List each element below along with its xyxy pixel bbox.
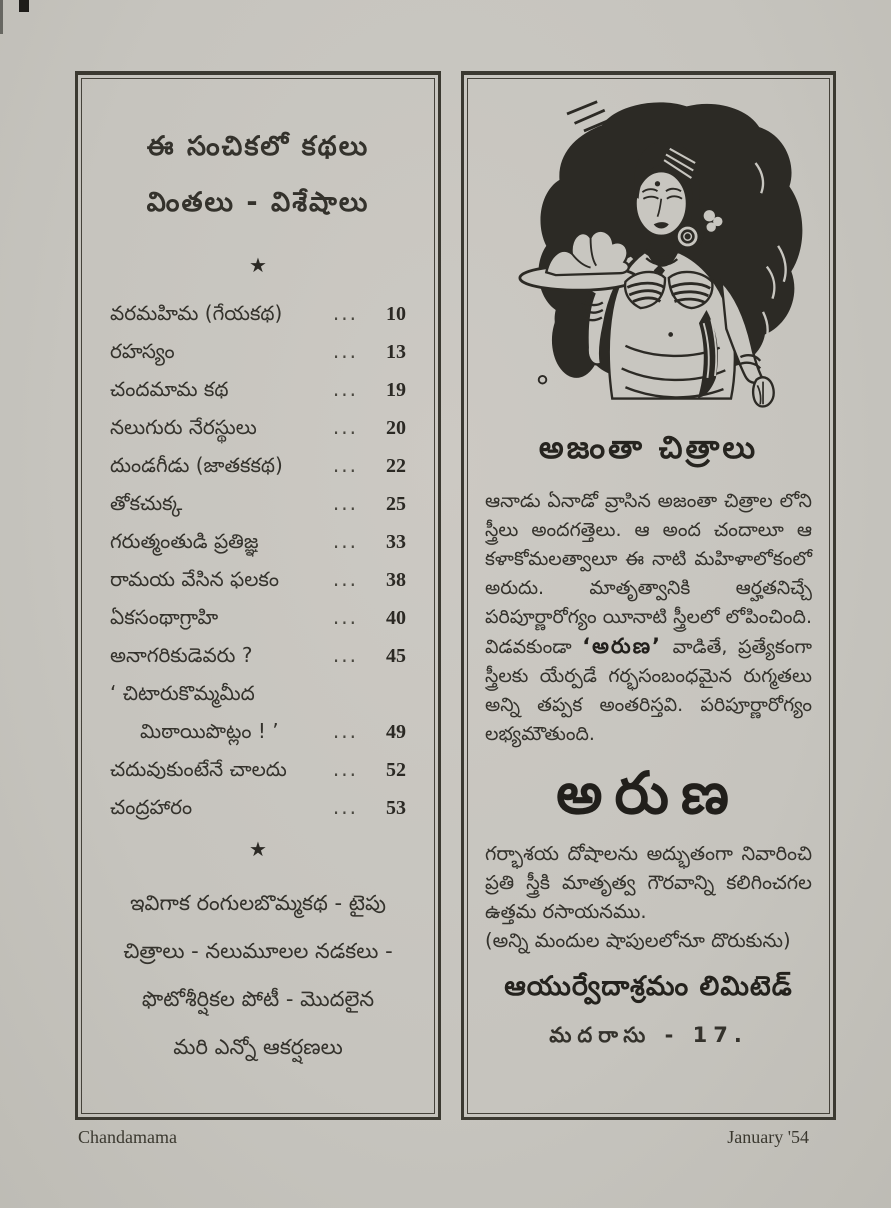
toc-entry-page: 22 (386, 455, 406, 477)
toc-dots: ... (332, 567, 358, 591)
toc-closing-line: ఇవిగాక రంగులబొమ్మకథ - టైపు (130, 891, 386, 915)
ad-panel-inner (467, 78, 830, 1114)
toc-entry (110, 567, 406, 605)
toc-dots: ... (332, 643, 358, 667)
toc-entry (110, 491, 406, 529)
toc-dots: ... (332, 377, 358, 401)
toc-entry-page: 38 (386, 569, 406, 591)
toc-dots: ... (332, 415, 358, 439)
toc-entry-page: 53 (386, 797, 406, 819)
toc-entry-page: 49 (386, 721, 406, 743)
toc-entry-title: గరుత్మంతుడి ప్రతిజ్ఞ (110, 529, 259, 553)
toc-entry-title: ఏకసంథాగ్రాహి (110, 605, 219, 629)
toc-dots: ... (332, 339, 358, 363)
toc-entry (110, 795, 406, 833)
toc-dots: ... (332, 529, 358, 553)
ad-paragraph-1 (485, 487, 812, 749)
toc-dots: ... (332, 795, 358, 819)
toc-entry-page: 19 (386, 379, 406, 401)
toc-entry (110, 719, 406, 757)
toc-entry-title: ‘ చిటారుకొమ్మమీద (110, 681, 255, 705)
toc-entry-title: మిఠాయిపొట్లం ! ’ (140, 719, 279, 743)
advertiser-name: ఆయుర్వేదాశ్రమం లిమిటెడ్ (504, 971, 793, 1002)
ad-panel (461, 71, 836, 1120)
toc-entry (110, 453, 406, 491)
toc-entry-page: 33 (386, 531, 406, 553)
toc-heading-line2: వింతలు - విశేషాలు (146, 187, 370, 218)
toc-closing-note (106, 879, 410, 1071)
issue-date: January '54 (727, 1127, 809, 1147)
toc-dots: ... (332, 757, 358, 781)
toc-entry (110, 529, 406, 567)
toc-entry-title: తోకచుక్క (110, 491, 183, 515)
toc-entry-page: 40 (386, 607, 406, 629)
ajanta-woman-illustration (484, 97, 814, 408)
magazine-name: Chandamama (78, 1127, 177, 1147)
brand-name-large: అరుణ (556, 759, 741, 827)
toc-entry (110, 605, 406, 643)
toc-entry-title: చంద్రహారం (110, 795, 193, 819)
advertiser-city: మదరాసు - 17. (549, 1023, 748, 1047)
toc-entry (110, 757, 406, 795)
toc-entry-page: 52 (386, 759, 406, 781)
ad-paragraph-2: గర్భాశయ దోషాలను అద్భుతంగా నివారించి ప్రతి స్త్రీకి మాతృత్వ గౌరవాన్ని కలిగించగల ఉత్తమ రసాయనము. (485, 842, 812, 923)
ad-headline: అజంతా చిత్రాలు (538, 430, 759, 466)
toc-entry-page: 20 (386, 417, 406, 439)
ad-paragraph-1-after: వాడితే, ప్రత్యేకంగా స్త్రీలకు యేర్పడే గర్భసంబంధమైన రుగ్మతలు అన్ని తప్పక అంతరిస్తవి. పరిపూర్ణారోగ్యం లభ్యమౌతుంది. (485, 636, 812, 745)
star-icon: ★ (249, 253, 267, 277)
toc-entry-title: దుండగీడు (జాతకకథ) (110, 453, 283, 477)
scan-artifact-edge (0, 0, 3, 34)
toc-entry-title: అనాగరికుడెవరు ? (110, 643, 253, 667)
toc-closing-line: చిత్రాలు - నలుమూలల నడకలు - (123, 939, 393, 963)
toc-entry (110, 339, 406, 377)
toc-heading-line1: ఈ సంచికలో కథలు (146, 131, 370, 162)
toc-panel (75, 71, 441, 1120)
toc-entry-title: చదువుకుంటేనే చాలదు (110, 757, 287, 781)
toc-entry (110, 377, 406, 415)
toc-entry-title: చందమామ కథ (110, 377, 229, 401)
toc-list (106, 301, 410, 833)
toc-entry-page: 45 (386, 645, 406, 667)
toc-closing-line: ఫొటోశీర్షికల పోటీ - మొదలైన (141, 987, 375, 1011)
toc-entry-page: 13 (386, 341, 406, 363)
toc-entry-title: రహస్యం (110, 339, 175, 363)
toc-dots: ... (332, 605, 358, 629)
ad-paragraph-1-before: ఆనాడు ఏనాడో వ్రాసిన అజంతా చిత్రాల లోని స్త్రీలు అందగత్తెలు. ఆ అంద చందాలూ ఆ కళాకోమలత్వాలూ ఈ నాటి మహిళాలోకంలో అరుదు. మాతృత్వానికి ఆర్హతనిచ్చే పరిపూర్ణారోగ్యం యీనాటి స్త్రీలలో లోపించింది. విడవకుండా (485, 490, 812, 658)
ad-availability-note: (అన్ని మందుల షాపులలోనూ దొరుకును) (485, 929, 791, 952)
scan-artifact-mark (19, 0, 29, 12)
toc-closing-line: మరి ఎన్నో ఆకర్షణలు (173, 1035, 343, 1059)
toc-entry-title: నలుగురు నేరస్థులు (110, 415, 257, 439)
toc-entry (110, 681, 406, 719)
toc-entry-title: రామయ వేసిన ఫలకం (110, 567, 279, 591)
toc-entry-page: 10 (386, 303, 406, 325)
toc-entry (110, 301, 406, 339)
toc-entry (110, 415, 406, 453)
toc-entry-title: వరమహిమ (గేయకథ) (110, 301, 283, 325)
toc-dots: ... (332, 301, 358, 325)
toc-panel-inner (81, 78, 435, 1114)
toc-entry (110, 643, 406, 681)
toc-dots: ... (332, 453, 358, 477)
star-icon: ★ (249, 837, 267, 861)
toc-dots: ... (332, 491, 358, 515)
brand-name-inline: ‘అరుణ’ (582, 634, 663, 658)
toc-dots: ... (332, 719, 358, 743)
toc-entry-page: 25 (386, 493, 406, 515)
